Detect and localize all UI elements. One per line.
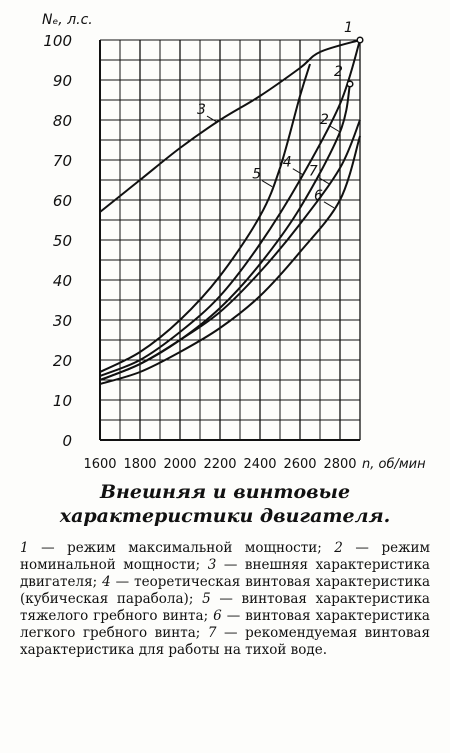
y-tick-label: 70 <box>52 152 72 170</box>
series-line-2 <box>100 84 350 380</box>
y-tick-label: 80 <box>52 112 72 130</box>
series-line-4 <box>100 40 360 376</box>
series-label-leader <box>324 202 334 208</box>
series-label-leader <box>330 126 340 132</box>
y-tick-label: 100 <box>43 32 72 50</box>
y-tick-label: 0 <box>62 432 72 450</box>
series-label-leader <box>207 116 217 122</box>
chart-grid <box>100 40 360 440</box>
y-tick-label: 60 <box>52 192 72 210</box>
series-label: 3 <box>197 102 206 119</box>
y-axis-label: Nₑ, л.с. <box>42 12 93 28</box>
y-tick-labels <box>43 32 72 450</box>
marker-label: 2 <box>334 64 343 80</box>
legend-item: 1 — режим максимальной мощности; <box>20 540 322 556</box>
series-label-leader <box>293 169 303 175</box>
x-tick-label: 2800 <box>323 457 357 472</box>
series-label: 2 <box>320 112 329 128</box>
figure-caption: Внешняя и винтовые характеристики двигателя. <box>59 481 391 527</box>
y-tick-label: 10 <box>52 392 72 410</box>
legend-item: 7 — рекомендуемая винтовая характеристика для работы на тихой воде. <box>20 625 430 658</box>
series-label: 5 <box>252 166 262 183</box>
legend-item: 6 — винтовая характеристика легкого гребного винта; <box>20 608 430 641</box>
x-tick-label: 2600 <box>283 457 317 472</box>
series-label: 4 <box>282 154 292 171</box>
legend-item: 4 — теоретическая винтовая характеристика (кубическая парабола); <box>20 574 430 607</box>
x-tick-label: 2000 <box>163 457 197 472</box>
y-tick-label: 50 <box>52 232 72 250</box>
marker-point <box>357 37 363 43</box>
y-tick-label: 30 <box>52 312 72 330</box>
figure-legend <box>20 540 430 659</box>
x-tick-label: 2400 <box>243 457 277 472</box>
series-label: 7 <box>308 163 318 180</box>
x-tick-label: 1600 <box>83 457 117 472</box>
legend-item: 2 — режим номинальной мощности; <box>20 540 430 573</box>
chart-series <box>100 40 360 384</box>
y-tick-label: 90 <box>52 72 72 90</box>
x-tick-label: 2200 <box>203 457 237 472</box>
marker-point <box>347 81 353 87</box>
x-tick-label: 1800 <box>123 457 157 472</box>
legend-item: 3 — внешняя характеристика двигателя; <box>20 557 430 590</box>
legend-item: 5 — винтовая характеристика тяжелого гребного винта; <box>20 591 430 624</box>
series-line-7 <box>100 120 360 380</box>
series-label-leader <box>262 181 272 187</box>
y-tick-label: 40 <box>52 272 72 290</box>
x-tick-labels <box>83 457 356 472</box>
series-label: 6 <box>314 187 323 204</box>
marker-label: 1 <box>344 20 353 36</box>
y-tick-label: 20 <box>52 352 72 370</box>
chart-markers <box>334 20 363 87</box>
x-axis-label: n, об/мин <box>362 457 426 472</box>
